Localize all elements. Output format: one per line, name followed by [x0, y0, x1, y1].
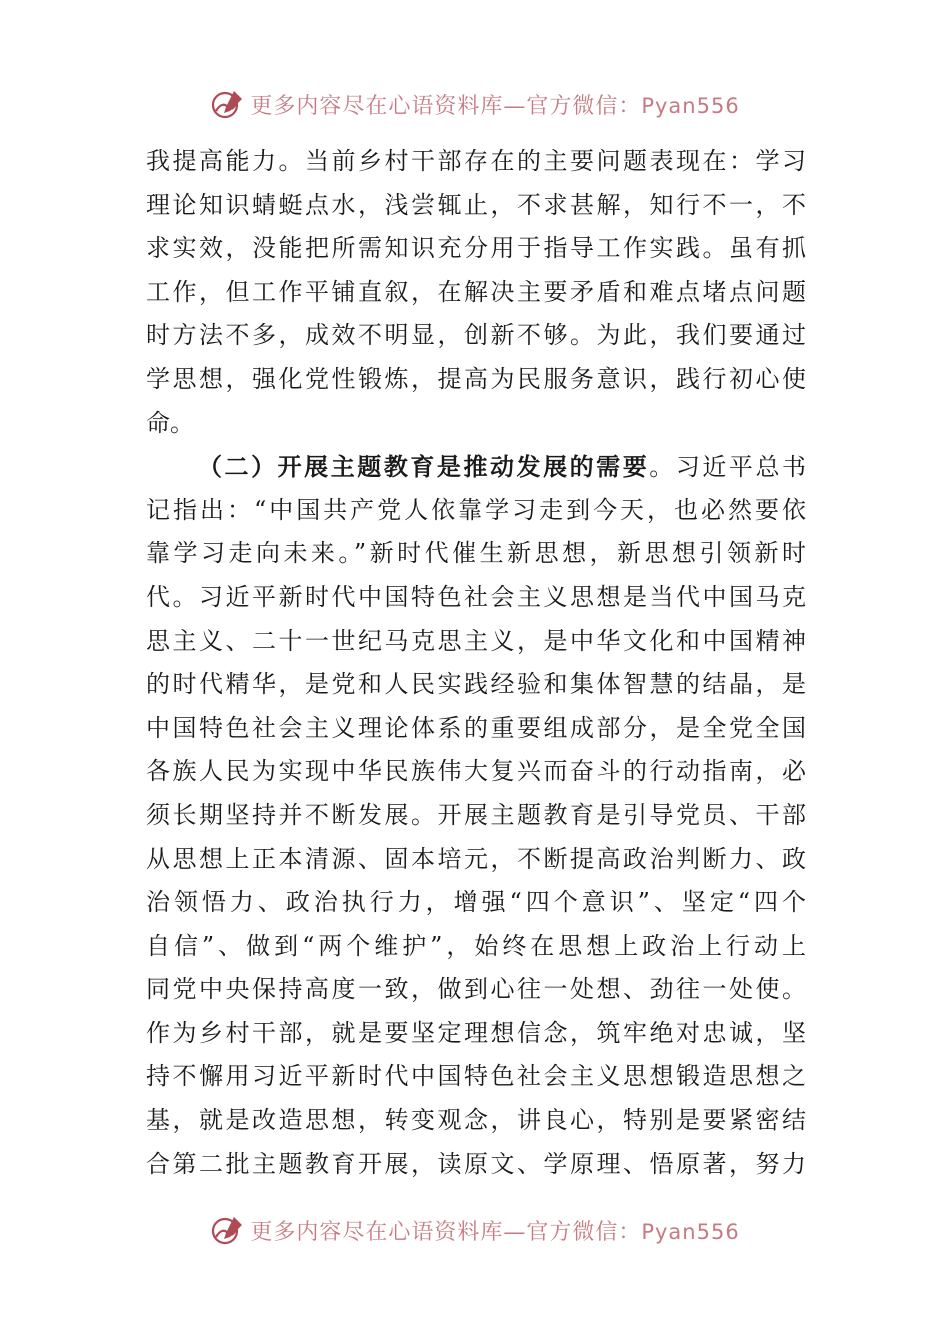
text-line: 须长期坚持并不断发展。开展主题教育是引导党员、干部	[146, 800, 806, 829]
text-line: 各族人民为实现中华民族伟大复兴而奋斗的行动指南，必	[146, 757, 806, 786]
text-line: 基，就是改造思想，转变观念，讲良心，特别是要紧密结	[146, 1106, 806, 1135]
text-line: 中国特色社会主义理论体系的重要组成部分，是全党全国	[146, 713, 806, 742]
text-line: 理论知识蜻蜓点水，浅尝辄止，不求甚解，知行不一，不	[146, 190, 806, 219]
text-line: 我提高能力。当前乡村干部存在的主要问题表现在：学习	[146, 147, 806, 175]
text-line: 从思想上正本清源、固本培元，不断提高政治判断力、政	[146, 844, 806, 873]
pen-signature-icon	[210, 1213, 244, 1247]
footer-banner	[0, 1210, 950, 1250]
text-line: 思主义、二十一世纪马克思主义，是中华文化和中国精神	[146, 626, 806, 655]
text-line: 治领悟力、政治执行力，增强“四个意识”、坚定“四个	[146, 888, 806, 917]
text-line: 自信”、做到“两个维护”，始终在思想上政治上行动上	[146, 931, 806, 960]
section-heading-line	[146, 445, 806, 489]
text-line: 学思想，强化党性锻炼，提高为民服务意识，践行初心使	[146, 364, 806, 393]
text-line: 靠学习走向未来。”新时代催生新思想，新思想引领新时	[146, 539, 806, 568]
text-line: 的时代精华，是党和人民实践经验和集体智慧的结晶，是	[146, 670, 806, 699]
document-body	[146, 140, 806, 1186]
text-line: 记指出：“中国共产党人依靠学习走到今天，也必然要依	[146, 495, 806, 524]
header-banner	[0, 84, 950, 124]
banner-text: 更多内容尽在心语资料库—官方微信：Pyan556	[250, 93, 740, 119]
text-line: 求实效，没能把所需知识充分用于指导工作实践。虽有抓	[146, 234, 806, 263]
text-line: 工作，但工作平铺直叙，在解决主要矛盾和难点堵点问题	[146, 277, 806, 306]
banner-text: 更多内容尽在心语资料库—官方微信：Pyan556	[250, 1219, 740, 1245]
text-line: 合第二批主题教育开展，读原文、学原理、悟原著，努力	[146, 1149, 806, 1178]
text-line: 作为乡村干部，就是要坚定理想信念，筑牢绝对忠诚，坚	[146, 1018, 806, 1047]
pen-signature-icon	[210, 87, 244, 121]
text-line: 持不懈用习近平新时代中国特色社会主义思想锻造思想之	[146, 1062, 806, 1091]
text-line: 命。	[146, 408, 194, 437]
text-line: 时方法不多，成效不明显，创新不够。为此，我们要通过	[146, 321, 806, 350]
text-line: 同党中央保持高度一致，做到心往一处想、劲往一处使。	[146, 975, 806, 1004]
heading-trailing-text: 。习近平总书	[649, 453, 807, 482]
text-line: 代。习近平新时代中国特色社会主义思想是当代中国马克	[146, 582, 806, 611]
section-heading: （二）开展主题教育是推动发展的需要	[198, 452, 650, 482]
